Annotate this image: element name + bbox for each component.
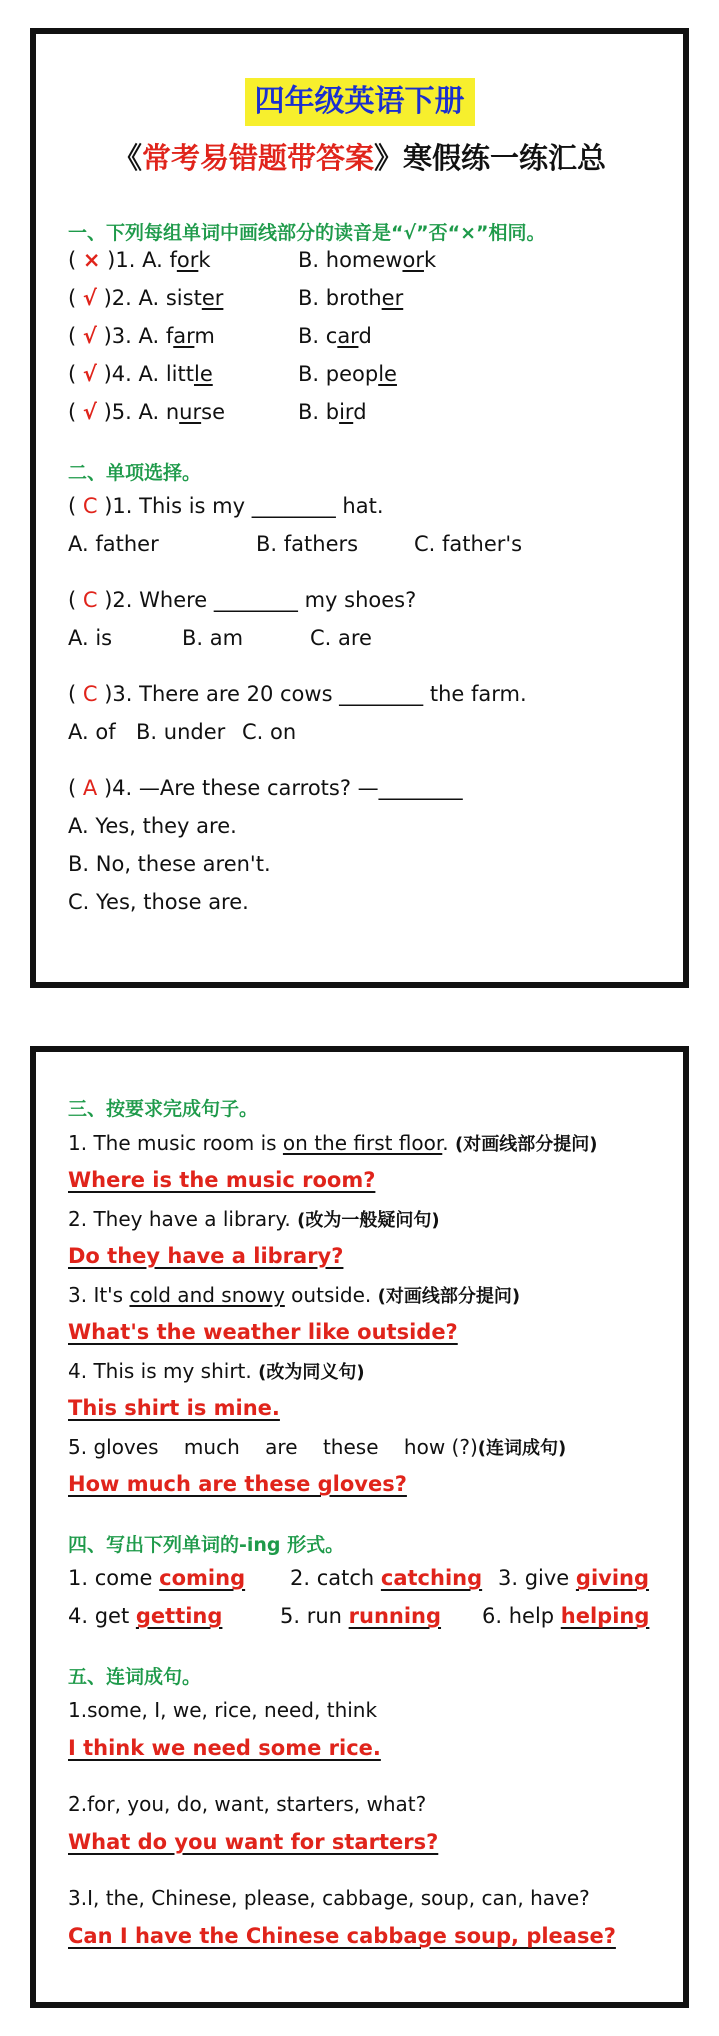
worksheet-card-2 <box>30 1046 689 2008</box>
word-order-q3: 3.I, the, Chinese, please, cabbage, soup, can, have? <box>68 1886 590 1910</box>
sentence-text: 5. gloves much are these how (?) <box>68 1435 478 1459</box>
option-c: C. father's <box>414 532 523 556</box>
item-number: 4. <box>111 362 132 386</box>
base-word: 2. catch <box>290 1566 381 1590</box>
phonics-row: ( √ )4. A. little <box>68 362 213 386</box>
sentence-3 <box>68 1282 520 1308</box>
word-b-underlined: er <box>381 286 404 310</box>
word-a-underlined: er <box>201 286 224 310</box>
sentence-text: . <box>442 1131 455 1155</box>
answer-letter: C <box>82 682 98 706</box>
answer-5: How much are these gloves? <box>68 1472 407 1496</box>
answer-4: This shirt is mine. <box>68 1396 280 1420</box>
word-b-underlined: le <box>378 362 397 386</box>
worksheet-card-1 <box>30 28 689 988</box>
phonics-word-b <box>298 324 372 348</box>
title-rest-text: 》寒假练一练汇总 <box>374 141 607 175</box>
sentence-4 <box>68 1358 365 1384</box>
answer-mark: √ <box>82 324 97 348</box>
word-a-pre: A. f <box>142 248 177 272</box>
word-b-pre: B. b <box>298 400 340 424</box>
title-line-2 <box>36 136 683 177</box>
phonics-word-b <box>298 286 403 310</box>
option-b: B. am <box>182 626 244 650</box>
ing-answer: helping <box>560 1604 650 1628</box>
word-a-pre: A. sist <box>138 286 202 310</box>
word-b-pre: B. broth <box>298 286 382 310</box>
word-a-underlined: ar <box>173 324 195 348</box>
title-open-bracket: 《 <box>112 141 142 175</box>
underlined-phrase: on the first floor <box>282 1131 443 1155</box>
base-word: 6. help <box>482 1604 561 1628</box>
instruction-note: (对画线部分提问) <box>455 1134 598 1155</box>
word-a-underlined: ur <box>179 400 202 424</box>
answer-mark: × <box>82 248 101 272</box>
word-b-post: k <box>423 248 437 272</box>
word-b-underlined: ir <box>339 400 354 424</box>
sentence-text: outside. <box>284 1283 378 1307</box>
phonics-word-b <box>298 248 436 272</box>
ing-item <box>290 1566 482 1590</box>
ing-item <box>482 1604 649 1628</box>
instruction-note: (改为同义句) <box>258 1362 365 1383</box>
word-b-post: d <box>353 400 367 424</box>
word-b-pre: B. homew <box>298 248 403 272</box>
ing-answer: getting <box>135 1604 223 1628</box>
word-a-post: se <box>201 400 225 424</box>
phonics-row: ( √ )3. A. farm <box>68 324 215 348</box>
question-text: )4. —Are these carrots? —________ <box>103 776 463 800</box>
sentence-2 <box>68 1206 440 1232</box>
sentence-5 <box>68 1434 566 1460</box>
option-a: A. is <box>68 626 113 650</box>
ing-item <box>68 1604 222 1628</box>
word-b-pre: B. c <box>298 324 338 348</box>
option-c: C. are <box>310 626 372 650</box>
base-word: 4. get <box>68 1604 136 1628</box>
answer-mark: √ <box>82 362 97 386</box>
sentence-text: 1. The music room is <box>68 1131 283 1155</box>
word-a-underlined: or <box>176 248 199 272</box>
title-red-text: 常考易错题带答案 <box>141 141 374 175</box>
ing-answer: giving <box>575 1566 650 1590</box>
section-3-heading: 三、按要求完成句子。 <box>68 1098 259 1120</box>
word-b-underlined: or <box>402 248 424 272</box>
question-2: ( C )2. Where ________ my shoes? <box>68 588 417 612</box>
word-order-q1: 1.some, I, we, rice, need, think <box>68 1698 378 1722</box>
question-text: )2. Where ________ my shoes? <box>104 588 417 612</box>
base-word: 3. give <box>498 1566 576 1590</box>
ing-answer: catching <box>380 1566 483 1590</box>
word-order-a2: What do you want for starters? <box>68 1830 439 1854</box>
section-5-heading: 五、连词成句。 <box>68 1666 202 1688</box>
option-a: A. Yes, they are. <box>68 814 237 838</box>
question-text: )1. This is my ________ hat. <box>104 494 384 518</box>
instruction-note: (连词成句) <box>477 1438 567 1459</box>
question-3: ( C )3. There are 20 cows ________ the farm. <box>68 682 527 706</box>
instruction-note: (改为一般疑问句) <box>297 1210 440 1231</box>
option-b: B. No, these aren't. <box>68 852 271 876</box>
answer-mark: √ <box>82 286 97 310</box>
title-line-1: 四年级英语下册 <box>245 78 475 126</box>
item-number: 5. <box>111 400 132 424</box>
phonics-row: ( √ )2. A. sister <box>68 286 224 310</box>
base-word: 5. run <box>280 1604 349 1628</box>
question-4: ( A )4. —Are these carrots? —________ <box>68 776 463 800</box>
option-c: C. on <box>242 720 297 744</box>
word-b-pre: B. peop <box>298 362 379 386</box>
section-2-heading: 二、单项选择。 <box>68 462 202 484</box>
base-word: 1. come <box>68 1566 160 1590</box>
word-order-a3: Can I have the Chinese cabbage soup, please? <box>68 1924 616 1948</box>
phonics-word-b <box>298 362 397 386</box>
word-a-pre: A. litt <box>138 362 194 386</box>
underlined-phrase: cold and snowy <box>129 1283 285 1307</box>
option-b: B. fathers <box>256 532 359 556</box>
option-a: A. of <box>68 720 116 744</box>
word-a-pre: A. f <box>138 324 174 348</box>
sentence-1 <box>68 1130 597 1156</box>
answer-mark: √ <box>82 400 97 424</box>
sentence-text: 2. They have a library. <box>68 1207 298 1231</box>
word-a-post: k <box>198 248 211 272</box>
option-b: B. under <box>136 720 226 744</box>
answer-letter: C <box>82 494 98 518</box>
sentence-text: 3. It's <box>68 1283 130 1307</box>
answer-letter: A <box>82 776 98 800</box>
word-order-q2: 2.for, you, do, want, starters, what? <box>68 1792 427 1816</box>
section-1-heading: 一、下列每组单词中画线部分的读音是“√”否“×”相同。 <box>68 222 546 244</box>
ing-item <box>498 1566 649 1590</box>
answer-3: What's the weather like outside? <box>68 1320 458 1344</box>
phonics-row: ( √ )5. A. nurse <box>68 400 225 424</box>
phonics-row: ( × )1. A. fork <box>68 248 211 272</box>
ing-item <box>280 1604 441 1628</box>
sentence-text: 4. This is my shirt. <box>68 1359 259 1383</box>
question-text: )3. There are 20 cows ________ the farm. <box>104 682 527 706</box>
ing-answer: running <box>348 1604 442 1628</box>
word-order-a1: I think we need some rice. <box>68 1736 381 1760</box>
word-b-underlined: ar <box>337 324 359 348</box>
phonics-word-b <box>298 400 367 424</box>
ing-item <box>68 1566 245 1590</box>
word-a-underlined: le <box>193 362 213 386</box>
section-4-heading: 四、写出下列单词的-ing 形式。 <box>68 1534 345 1556</box>
question-1: ( C )1. This is my ________ hat. <box>68 494 384 518</box>
word-a-pre: A. n <box>138 400 180 424</box>
answer-1: Where is the music room? <box>68 1168 376 1192</box>
item-number: 2. <box>111 286 132 310</box>
answer-2: Do they have a library? <box>68 1244 344 1268</box>
ing-answer: coming <box>159 1566 246 1590</box>
answer-letter: C <box>82 588 98 612</box>
word-b-post: d <box>358 324 372 348</box>
item-number: 3. <box>111 324 132 348</box>
word-a-post: m <box>194 324 215 348</box>
option-c: C. Yes, those are. <box>68 890 249 914</box>
title-line-1-wrap <box>36 78 683 126</box>
item-number: 1. <box>115 248 136 272</box>
instruction-note: (对画线部分提问) <box>377 1286 521 1307</box>
option-a: A. father <box>68 532 159 556</box>
